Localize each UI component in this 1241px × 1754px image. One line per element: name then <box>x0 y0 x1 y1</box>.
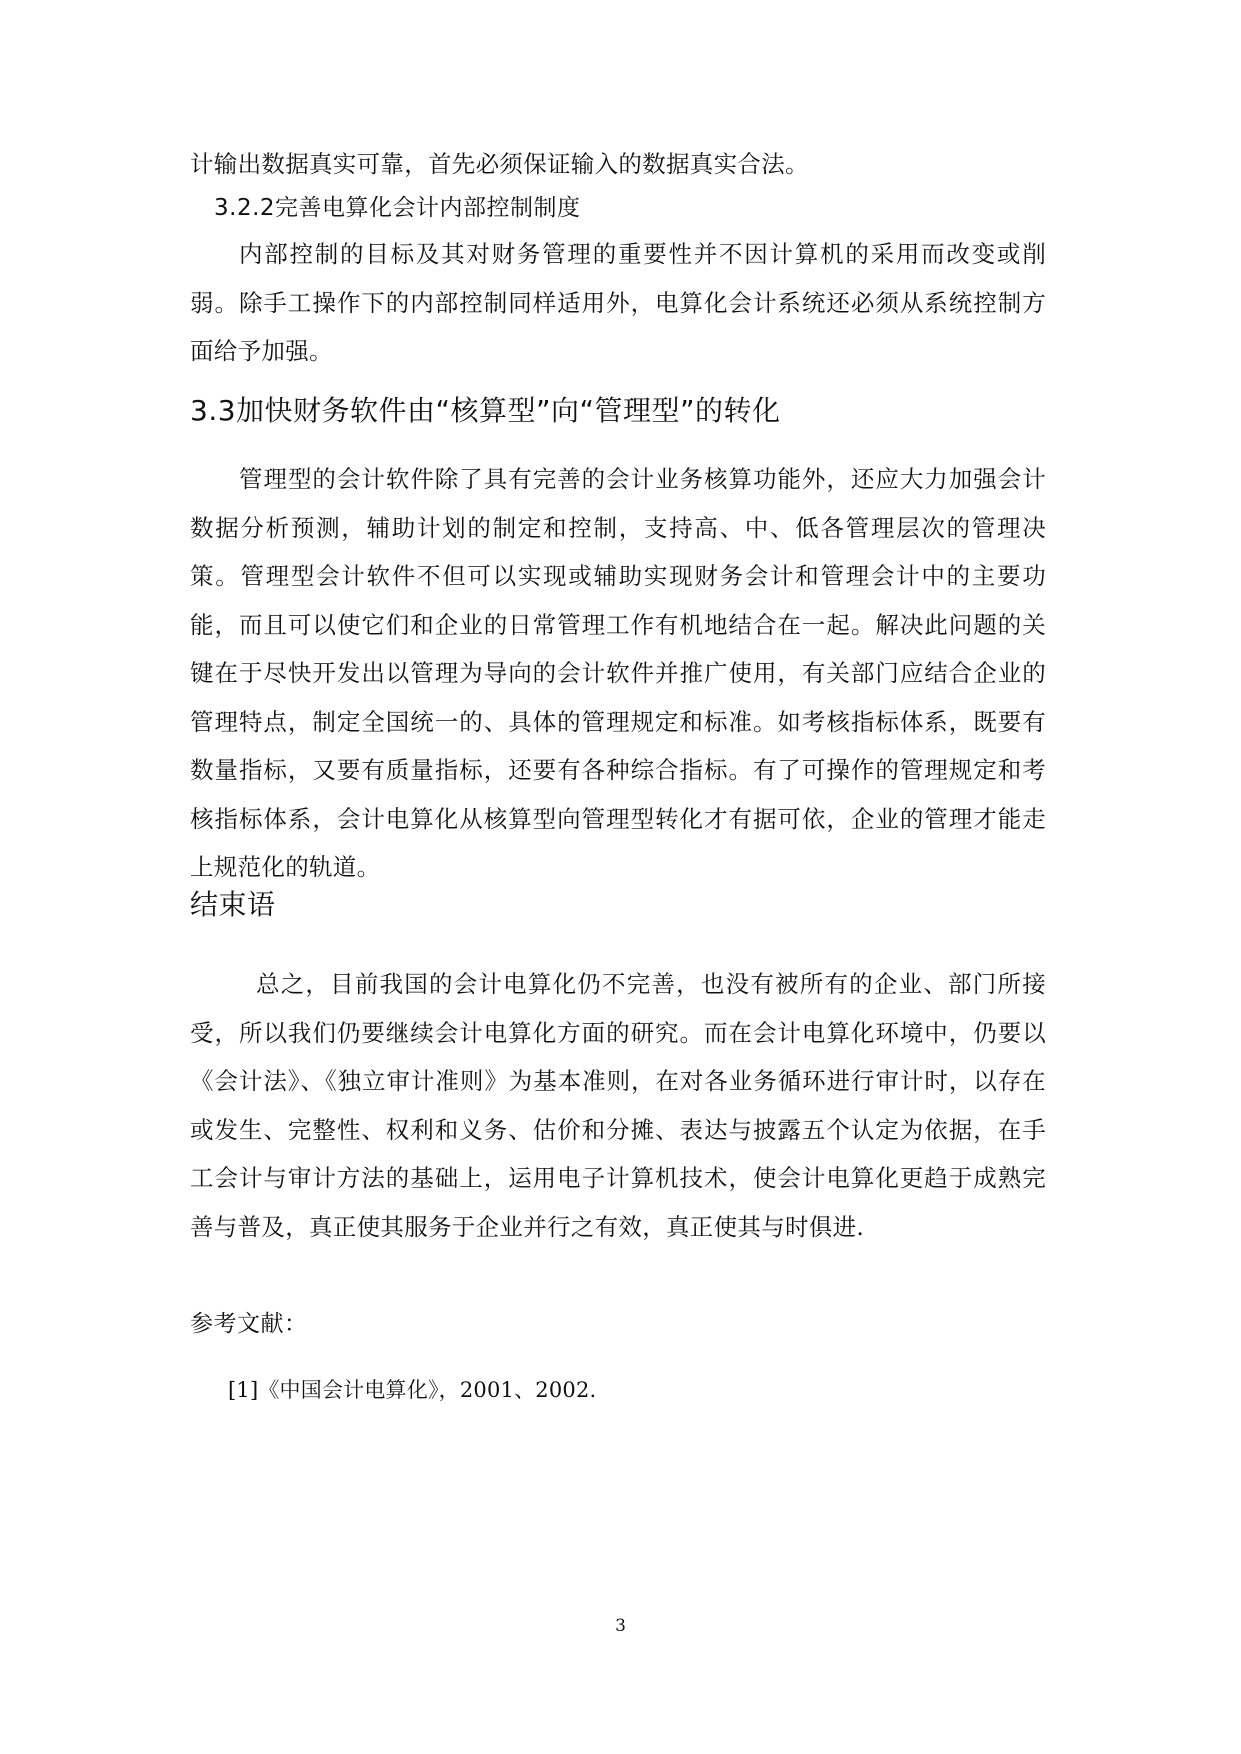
page-number: 3 <box>615 1616 626 1636</box>
section-3-2-2-heading: 3.2.2完善电算化会计内部控制制度 <box>214 195 581 221</box>
section-3-3-paragraph: 管理型的会计软件除了具有完善的会计业务核算功能外，还应大力加强会计数据分析预测，辅助计划的制定和控制，支持高、中、低各管理层次的管理决策。管理型会计软件不但可以实现或辅助实现财务会计和管理会计中的主要功能，而且可以使它们和企业的日常管理工作有机地结合在一起。解决此问题的关键在于尽快开发出以管理为导向的会计软件并推广使用，有关部门应结合企业的管理特点，制定全国统一的、具体的管理规定和标准。如考核指标体系，既要有数量指标，又要有质量指标，还要有各种综合指标。有了可操作的管理规定和考核指标体系，会计电算化从核算型向管理型转化才有据可依，企业的管理才能走上规范化的轨道。 <box>190 465 1046 881</box>
section-3-3-heading: 3.3加快财务软件由“核算型”向“管理型”的转化 <box>190 394 781 427</box>
continuation-paragraph: 计输出数据真实可靠，首先必须保证输入的数据真实合法。 <box>190 150 809 178</box>
conclusion-heading: 结束语 <box>190 888 276 921</box>
reference-item: [1]《中国会计电算化》，2001、2002. <box>228 1378 597 1402</box>
conclusion-paragraph: 总之，目前我国的会计电算化仍不完善，也没有被所有的企业、部门所接受，所以我们仍要继续会计电算化方面的研究。而在会计电算化环境中，仍要以《会计法》、《独立审计准则》为基本准则，在对各业务循环进行审计时，以存在或发生、完整性、权利和义务、估价和分摊、表达与披露五个认定为依据，在手工会计与审计方法的基础上，运用电子计算机技术，使会计电算化更趋于成熟完善与普及，真正使其服务于企业并行之有效，真正使其与时俱进. <box>190 970 1046 1241</box>
references-title: 参考文献： <box>190 1311 308 1337</box>
section-3-2-2-paragraph: 内部控制的目标及其对财务管理的重要性并不因计算机的采用而改变或削弱。除手工操作下的内部控制同样适用外，电算化会计系统还必须从系统控制方面给予加强。 <box>190 240 1046 365</box>
